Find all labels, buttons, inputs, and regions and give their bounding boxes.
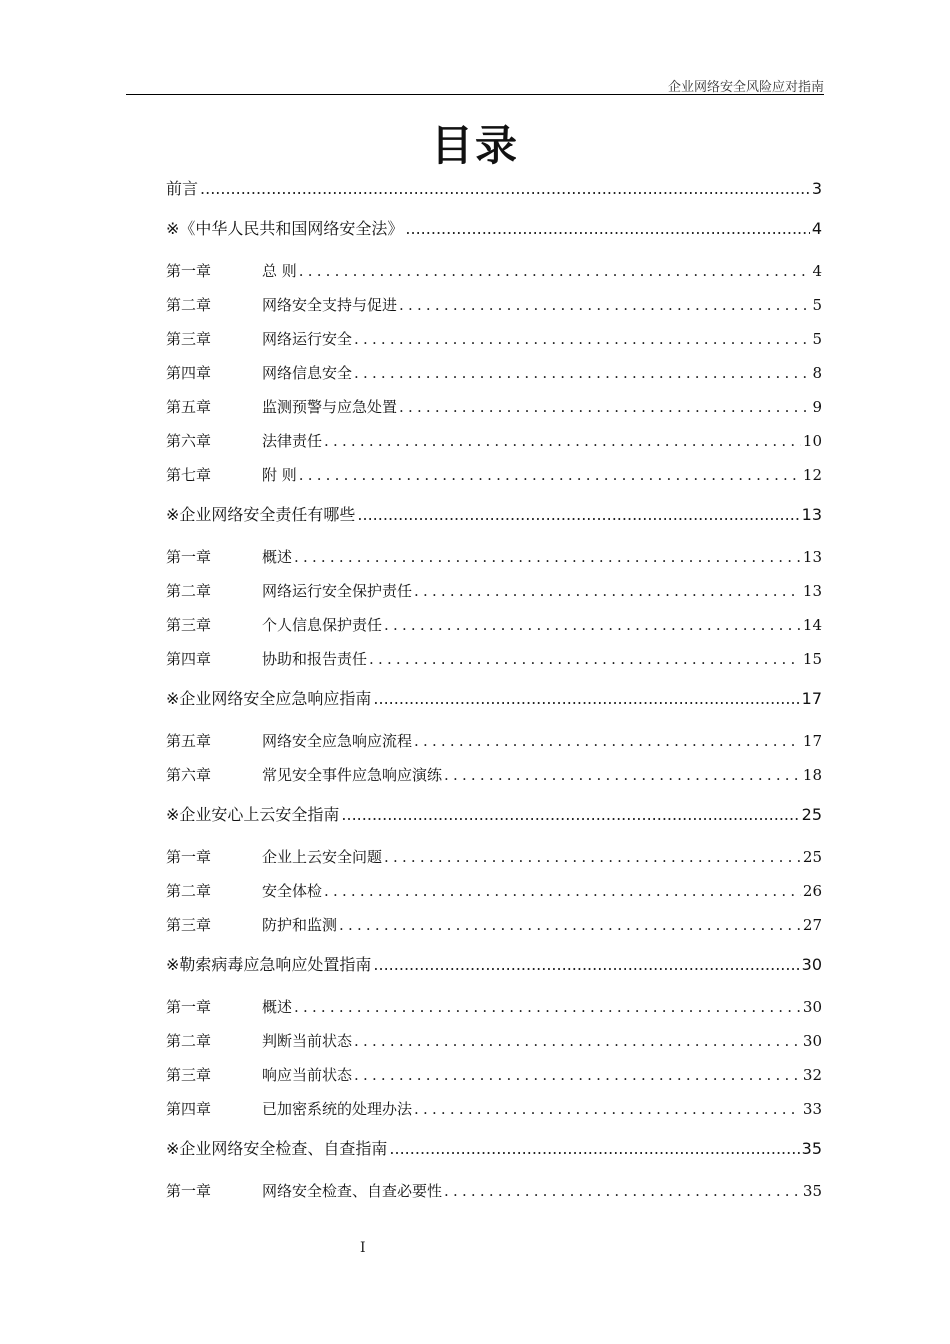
toc-page-number: 14 — [802, 616, 822, 634]
toc-page-number: 30 — [801, 955, 822, 974]
toc-chapter-entry[interactable] — [166, 546, 822, 580]
toc-page-number: 30 — [802, 998, 822, 1016]
toc-chapter-number: 第五章 — [166, 398, 212, 416]
toc-chapter-entry[interactable] — [166, 846, 822, 880]
toc-page-number: 5 — [812, 296, 822, 314]
toc-dot-leader — [373, 689, 799, 708]
toc-dot-leader — [324, 882, 801, 900]
toc-chapter-number: 第七章 — [166, 466, 212, 484]
toc-page-number: 12 — [802, 466, 822, 484]
toc-dot-leader — [369, 650, 801, 668]
toc-entry-title: ※企业安心上云安全指南 — [166, 805, 340, 824]
toc-dot-leader — [384, 848, 801, 866]
toc-page-number: 30 — [802, 1032, 822, 1050]
toc-section-entry[interactable] — [166, 682, 822, 720]
toc-chapter-entry[interactable] — [166, 1064, 822, 1098]
toc-section-entry[interactable] — [166, 498, 822, 536]
toc-chapter-entry[interactable] — [166, 1098, 822, 1132]
toc-entry-title: 网络运行安全 — [262, 330, 353, 348]
toc-chapter-entry[interactable] — [166, 764, 822, 798]
toc-chapter-entry[interactable] — [166, 328, 822, 362]
toc-chapter-entry[interactable] — [166, 730, 822, 764]
toc-chapter-number: 第二章 — [166, 882, 212, 900]
toc-page-number: 4 — [812, 262, 822, 280]
toc-dot-leader — [357, 505, 799, 524]
toc-chapter-number: 第一章 — [166, 548, 212, 566]
toc-chapter-number: 第三章 — [166, 1066, 212, 1084]
toc-chapter-number: 第二章 — [166, 296, 212, 314]
toc-entry-title: 个人信息保护责任 — [262, 616, 383, 634]
toc-chapter-number: 第三章 — [166, 616, 212, 634]
toc-entry-title: 已加密系统的处理办法 — [262, 1100, 413, 1118]
toc-dot-leader — [341, 805, 799, 824]
toc-dot-leader — [444, 766, 801, 784]
toc-chapter-number: 第四章 — [166, 364, 212, 382]
toc-entry-title: 概述 — [262, 548, 293, 566]
toc-dot-leader — [200, 179, 810, 198]
toc-entry-title: ※企业网络安全责任有哪些 — [166, 505, 356, 524]
toc-chapter-number: 第二章 — [166, 1032, 212, 1050]
toc-chapter-entry[interactable] — [166, 580, 822, 614]
toc-chapter-entry[interactable] — [166, 294, 822, 328]
toc-page-number: 25 — [801, 805, 822, 824]
toc-chapter-entry[interactable] — [166, 260, 822, 294]
toc-entry-title: ※企业网络安全检查、自查指南 — [166, 1139, 388, 1158]
toc-page-number: 13 — [802, 548, 822, 566]
toc-section-entry[interactable] — [166, 212, 822, 250]
toc-entry-title: 概述 — [262, 998, 293, 1016]
toc-page-number: 33 — [802, 1100, 822, 1118]
toc-dot-leader — [373, 955, 799, 974]
toc-title: 目录 — [430, 121, 519, 170]
toc-page-number: 17 — [801, 689, 822, 708]
toc-dot-leader — [389, 1139, 799, 1158]
toc-entry-title: 响应当前状态 — [262, 1066, 353, 1084]
toc-entry-title: ※企业网络安全应急响应指南 — [166, 689, 372, 708]
toc-chapter-entry[interactable] — [166, 614, 822, 648]
toc-entry-title: 总 则 — [262, 262, 297, 280]
toc-dot-leader — [399, 296, 810, 314]
toc-chapter-entry[interactable] — [166, 996, 822, 1030]
toc-entry-title: 安全体检 — [262, 882, 323, 900]
toc-chapter-number: 第一章 — [166, 998, 212, 1016]
toc-dot-leader — [299, 262, 811, 280]
toc-chapter-number: 第三章 — [166, 916, 212, 934]
toc-dot-leader — [354, 364, 810, 382]
toc-chapter-number: 第四章 — [166, 650, 212, 668]
toc-dot-leader — [414, 732, 801, 750]
toc-entry-title: 企业上云安全问题 — [262, 848, 383, 866]
toc-page-number: 5 — [812, 330, 822, 348]
toc-chapter-entry[interactable] — [166, 396, 822, 430]
running-header: 企业网络安全风险应对指南 — [667, 80, 824, 95]
toc-entry-title: 判断当前状态 — [262, 1032, 353, 1050]
toc-chapter-number: 第四章 — [166, 1100, 212, 1118]
toc-page-number: 9 — [812, 398, 822, 416]
toc-page-number: 3 — [811, 179, 822, 198]
toc-chapter-entry[interactable] — [166, 648, 822, 682]
toc-section-entry[interactable] — [166, 176, 822, 212]
toc-section-entry[interactable] — [166, 798, 822, 836]
toc-section-entry[interactable] — [166, 1132, 822, 1170]
toc-entry-title: 附 则 — [262, 466, 297, 484]
toc-page-number: 10 — [802, 432, 822, 450]
toc-entry-title: ※《中华人民共和国网络安全法》 — [166, 219, 404, 238]
toc-chapter-number: 第一章 — [166, 1182, 212, 1200]
toc-dot-leader — [384, 616, 801, 634]
page-number: I — [360, 1240, 366, 1256]
toc-entry-title: 网络运行安全保护责任 — [262, 582, 413, 600]
toc-entry-title: 监测预警与应急处置 — [262, 398, 398, 416]
toc-entry-title: 网络信息安全 — [262, 364, 353, 382]
toc-dot-leader — [414, 1100, 801, 1118]
toc-dot-leader — [339, 916, 801, 934]
toc-dot-leader — [354, 330, 810, 348]
toc-chapter-number: 第一章 — [166, 262, 212, 280]
toc-entry-title: 常见安全事件应急响应演练 — [262, 766, 443, 784]
toc-entry-title: 防护和监测 — [262, 916, 338, 934]
toc-dot-leader — [294, 998, 801, 1016]
toc-dot-leader — [399, 398, 810, 416]
toc-page-number: 8 — [812, 364, 822, 382]
toc-dot-leader — [414, 582, 801, 600]
toc-chapter-number: 第六章 — [166, 432, 212, 450]
toc-page-number: 26 — [802, 882, 822, 900]
toc-chapter-entry[interactable] — [166, 880, 822, 914]
toc-entry-title: 网络安全检查、自查必要性 — [262, 1182, 443, 1200]
toc-page-number: 25 — [802, 848, 822, 866]
toc-page-number: 4 — [811, 219, 822, 238]
toc-page-number: 13 — [801, 505, 822, 524]
toc-chapter-number: 第三章 — [166, 330, 212, 348]
toc-dot-leader — [444, 1182, 801, 1200]
toc-page-number: 32 — [802, 1066, 822, 1084]
toc-dot-leader — [294, 548, 801, 566]
toc-dot-leader — [324, 432, 801, 450]
toc-page-number: 17 — [802, 732, 822, 750]
toc-chapter-entry[interactable] — [166, 1030, 822, 1064]
toc-chapter-number: 第五章 — [166, 732, 212, 750]
toc-chapter-entry[interactable] — [166, 1180, 822, 1214]
toc-chapter-entry[interactable] — [166, 914, 822, 948]
toc-page-number: 35 — [801, 1139, 822, 1158]
toc-page-number: 18 — [802, 766, 822, 784]
toc-section-entry[interactable] — [166, 948, 822, 986]
toc-entry-title: 网络安全支持与促进 — [262, 296, 398, 314]
header-rule — [126, 94, 824, 95]
toc-dot-leader — [299, 466, 801, 484]
toc-entry-title: ※勒索病毒应急响应处置指南 — [166, 955, 372, 974]
toc-entry-title: 法律责任 — [262, 432, 323, 450]
toc-chapter-entry[interactable] — [166, 362, 822, 396]
toc-entry-title: 前言 — [166, 179, 199, 198]
toc-chapter-entry[interactable] — [166, 464, 822, 498]
toc-dot-leader — [354, 1066, 801, 1084]
toc-dot-leader — [354, 1032, 801, 1050]
toc-page-number: 15 — [802, 650, 822, 668]
toc-chapter-number: 第二章 — [166, 582, 212, 600]
toc-chapter-number: 第六章 — [166, 766, 212, 784]
toc-page-number: 35 — [802, 1182, 822, 1200]
toc-page-number: 13 — [802, 582, 822, 600]
toc-page-number: 27 — [802, 916, 822, 934]
toc-entry-title: 网络安全应急响应流程 — [262, 732, 413, 750]
toc-entry-title: 协助和报告责任 — [262, 650, 368, 668]
toc-dot-leader — [405, 219, 809, 238]
table-of-contents — [166, 176, 822, 1214]
toc-chapter-number: 第一章 — [166, 848, 212, 866]
toc-chapter-entry[interactable] — [166, 430, 822, 464]
